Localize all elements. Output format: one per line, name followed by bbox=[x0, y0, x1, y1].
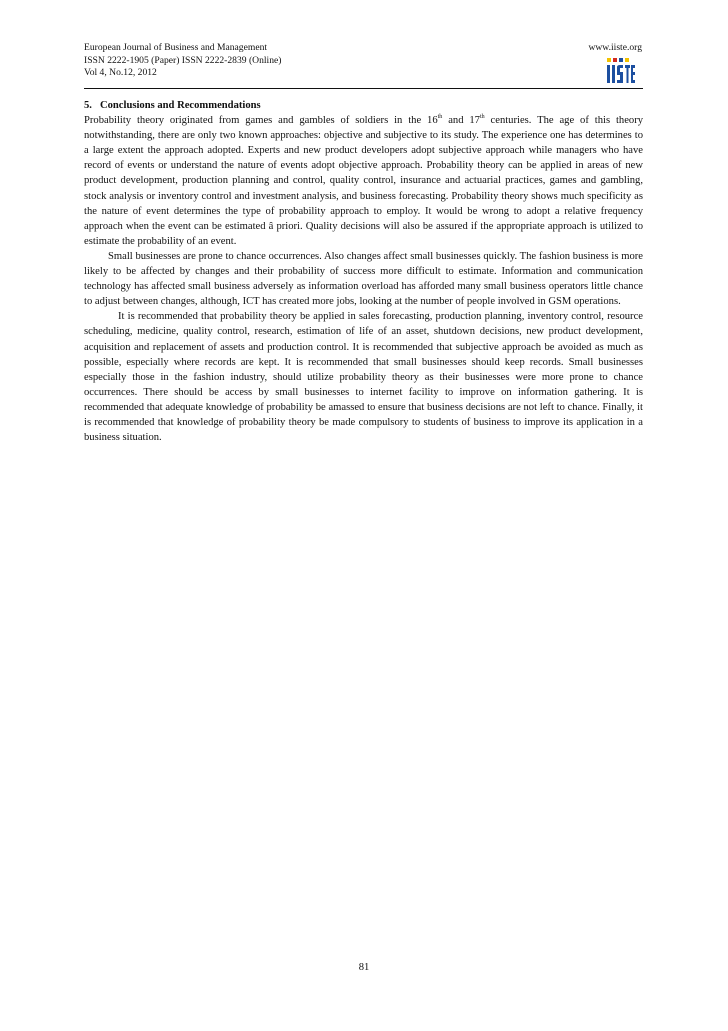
header-rule bbox=[84, 88, 643, 89]
journal-name: European Journal of Business and Management bbox=[84, 42, 268, 53]
superscript-th-2: th bbox=[479, 114, 485, 121]
paragraph-1-text-a: Probability theory originated from games and gambles of soldiers in the 16 bbox=[84, 115, 438, 127]
journal-volume: Vol 4, No.12, 2012 bbox=[84, 67, 157, 79]
paragraph-3: It is recommended that probability theory be applied in sales forecasting, production planning, inventory control, resource scheduling, medicine, quality control, research, estimation of life of an asset, shutdown decisions, new product development, acquisition and replacement of assets and production control. It is recommended that subjective approach be avoided as much as possible, especially where records are kept. It is recommended that small businesses should keep records. Small businesses especially those in the fashion industry, should utilize probability theory as their businesses were more prone to chance occurrences. There should be access by small businesses to internet facility to improve on information gathering. It is recommended that adequate knowledge of probability be amassed to ensure that business decisions are not left to chance. Finally, it is recommended that knowledge of probability theory be made compulsory to students of business to improve its application in a business situation. bbox=[84, 311, 643, 444]
section-number: 5. bbox=[84, 100, 92, 111]
paragraph-1-text-b: and 17 bbox=[442, 115, 480, 127]
iiste-logo bbox=[606, 56, 636, 86]
section-title: Conclusions and Recommendations bbox=[99, 100, 261, 111]
journal-url[interactable]: www.iiste.org bbox=[588, 42, 642, 53]
paragraph-2: Small businesses are prone to chance occurrences. Also changes affect small businesses quickly. The fashion business is more likely to be affected by changes and their probability of success more difficult to estimate. Information and communication technology has affected small business adversely as information overload has afforded many small business operators little chance to adjust between changes, although, ICT has created more jobs, looking at the number of people involved in GSM operations. bbox=[84, 250, 643, 308]
paragraph-1 bbox=[84, 113, 643, 249]
page-number: 81 bbox=[358, 962, 370, 973]
paragraph-1-text-c: centuries. The age of this theory notwithstanding, there are only two known approaches: objective and subjective to its study. The experience one has determines to a large extent the approach adopted. Experts and new product developers adopt subjective approach while managers who have record of events or understand the nature of events adopt objective approach. Probability theory can be applied in areas of new product development, production planning and control, quality control, insurance and actuarial practices, games and gambling, stock analysis or inventory control and investment analysis, and business forecasting. Probability theory shows much specificity as the nature of event determines the type of probability approach to employ. It would be wrong to adopt a relative frequency approach when the event can be estimated â priori. Quality decisions will also be assured if the appropriate approach is utilized to estimate the probability of an event. bbox=[84, 115, 644, 247]
section-heading bbox=[84, 98, 643, 113]
running-header bbox=[84, 42, 281, 80]
section-conclusions bbox=[84, 98, 643, 445]
superscript-th-1: th bbox=[437, 114, 443, 121]
journal-issn: ISSN 2222-1905 (Paper) ISSN 2222-2839 (Online) bbox=[84, 54, 282, 66]
